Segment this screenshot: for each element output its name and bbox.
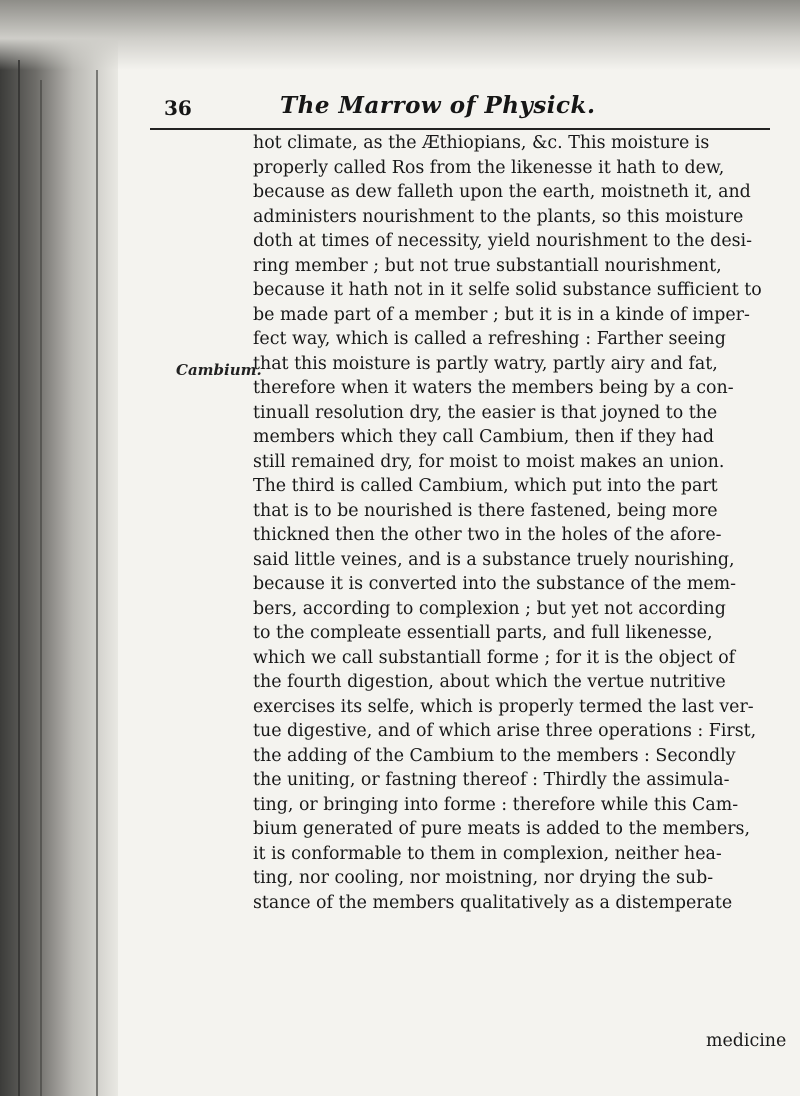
text-line: properly called Ros from the likenesse it hath to dew, bbox=[253, 157, 725, 178]
page-number: 36 bbox=[164, 96, 192, 120]
text-line: be made part of a member ; but it is in a kinde of imper- bbox=[253, 304, 750, 325]
text-line: hot climate, as the Æthiopians, &c. This moisture is bbox=[253, 133, 710, 153]
binding-edge-line bbox=[96, 70, 98, 1096]
text-line: because as dew falleth upon the earth, moistneth it, and bbox=[253, 182, 751, 202]
text-line: tinuall resolution dry, the easier is that joyned to the bbox=[253, 402, 718, 423]
text-line: that is to be nourished is there fastened, being more bbox=[253, 500, 718, 521]
page-header bbox=[160, 90, 780, 130]
text-line: members which they call Cambium, then if they had bbox=[253, 427, 715, 447]
binding-edge-line bbox=[40, 80, 42, 1096]
text-line: to the compleate essentiall parts, and full likenesse, bbox=[253, 623, 713, 643]
catchword: medicine bbox=[706, 1031, 787, 1051]
binding-edge-line bbox=[18, 60, 20, 1096]
text-line: that this moisture is partly watry, partly airy and fat, bbox=[253, 353, 718, 374]
text-line: therefore when it waters the members being by a con- bbox=[253, 378, 734, 398]
text-line: stance of the members qualitatively as a distemperate bbox=[253, 892, 733, 913]
text-line: ting, nor cooling, nor moistning, nor drying the sub- bbox=[253, 868, 714, 888]
text-line: thickned then the other two in the holes of the afore- bbox=[253, 525, 722, 545]
text-line: because it is converted into the substance of the mem- bbox=[253, 574, 736, 594]
text-line: the adding of the Cambium to the members : Secondly bbox=[253, 745, 736, 766]
margin-note: Cambium. bbox=[176, 361, 262, 379]
text-line: ring member ; but not true substantiall nourishment, bbox=[253, 255, 722, 276]
text-line: fect way, which is called a refreshing : Farther seeing bbox=[253, 329, 726, 349]
text-line: still remained dry, for moist to moist makes an union. bbox=[253, 451, 725, 472]
header-rule bbox=[150, 128, 770, 130]
text-line: bers, according to complexion ; but yet not according bbox=[253, 598, 726, 619]
text-line: the fourth digestion, about which the vertue nutritive bbox=[253, 672, 726, 692]
page-top-shadow bbox=[0, 0, 800, 70]
text-line: the uniting, or fastning thereof : Thirdly the assimula- bbox=[253, 770, 730, 790]
text-line: tue digestive, and of which arise three operations : First, bbox=[253, 721, 757, 741]
text-line: bium generated of pure meats is added to the members, bbox=[253, 819, 751, 839]
body-text bbox=[253, 131, 798, 915]
running-title: The Marrow of Physick. bbox=[280, 92, 596, 119]
text-line: said little veines, and is a substance truely nourishing, bbox=[253, 549, 735, 570]
text-line: administers nourishment to the plants, so this moisture bbox=[253, 206, 744, 227]
text-line: exercises its selfe, which is properly termed the last ver- bbox=[253, 696, 754, 717]
text-line: it is conformable to them in complexion, neither hea- bbox=[253, 843, 722, 864]
text-line: doth at times of necessity, yield nourishment to the desi- bbox=[253, 231, 752, 251]
text-line: The third is called Cambium, which put into the part bbox=[253, 476, 718, 496]
text-line: which we call substantiall forme ; for it is the object of bbox=[253, 647, 736, 668]
text-line: because it hath not in it selfe solid substance sufficient to bbox=[253, 280, 762, 300]
text-line: ting, or bringing into forme : therefore while this Cam- bbox=[253, 794, 739, 815]
